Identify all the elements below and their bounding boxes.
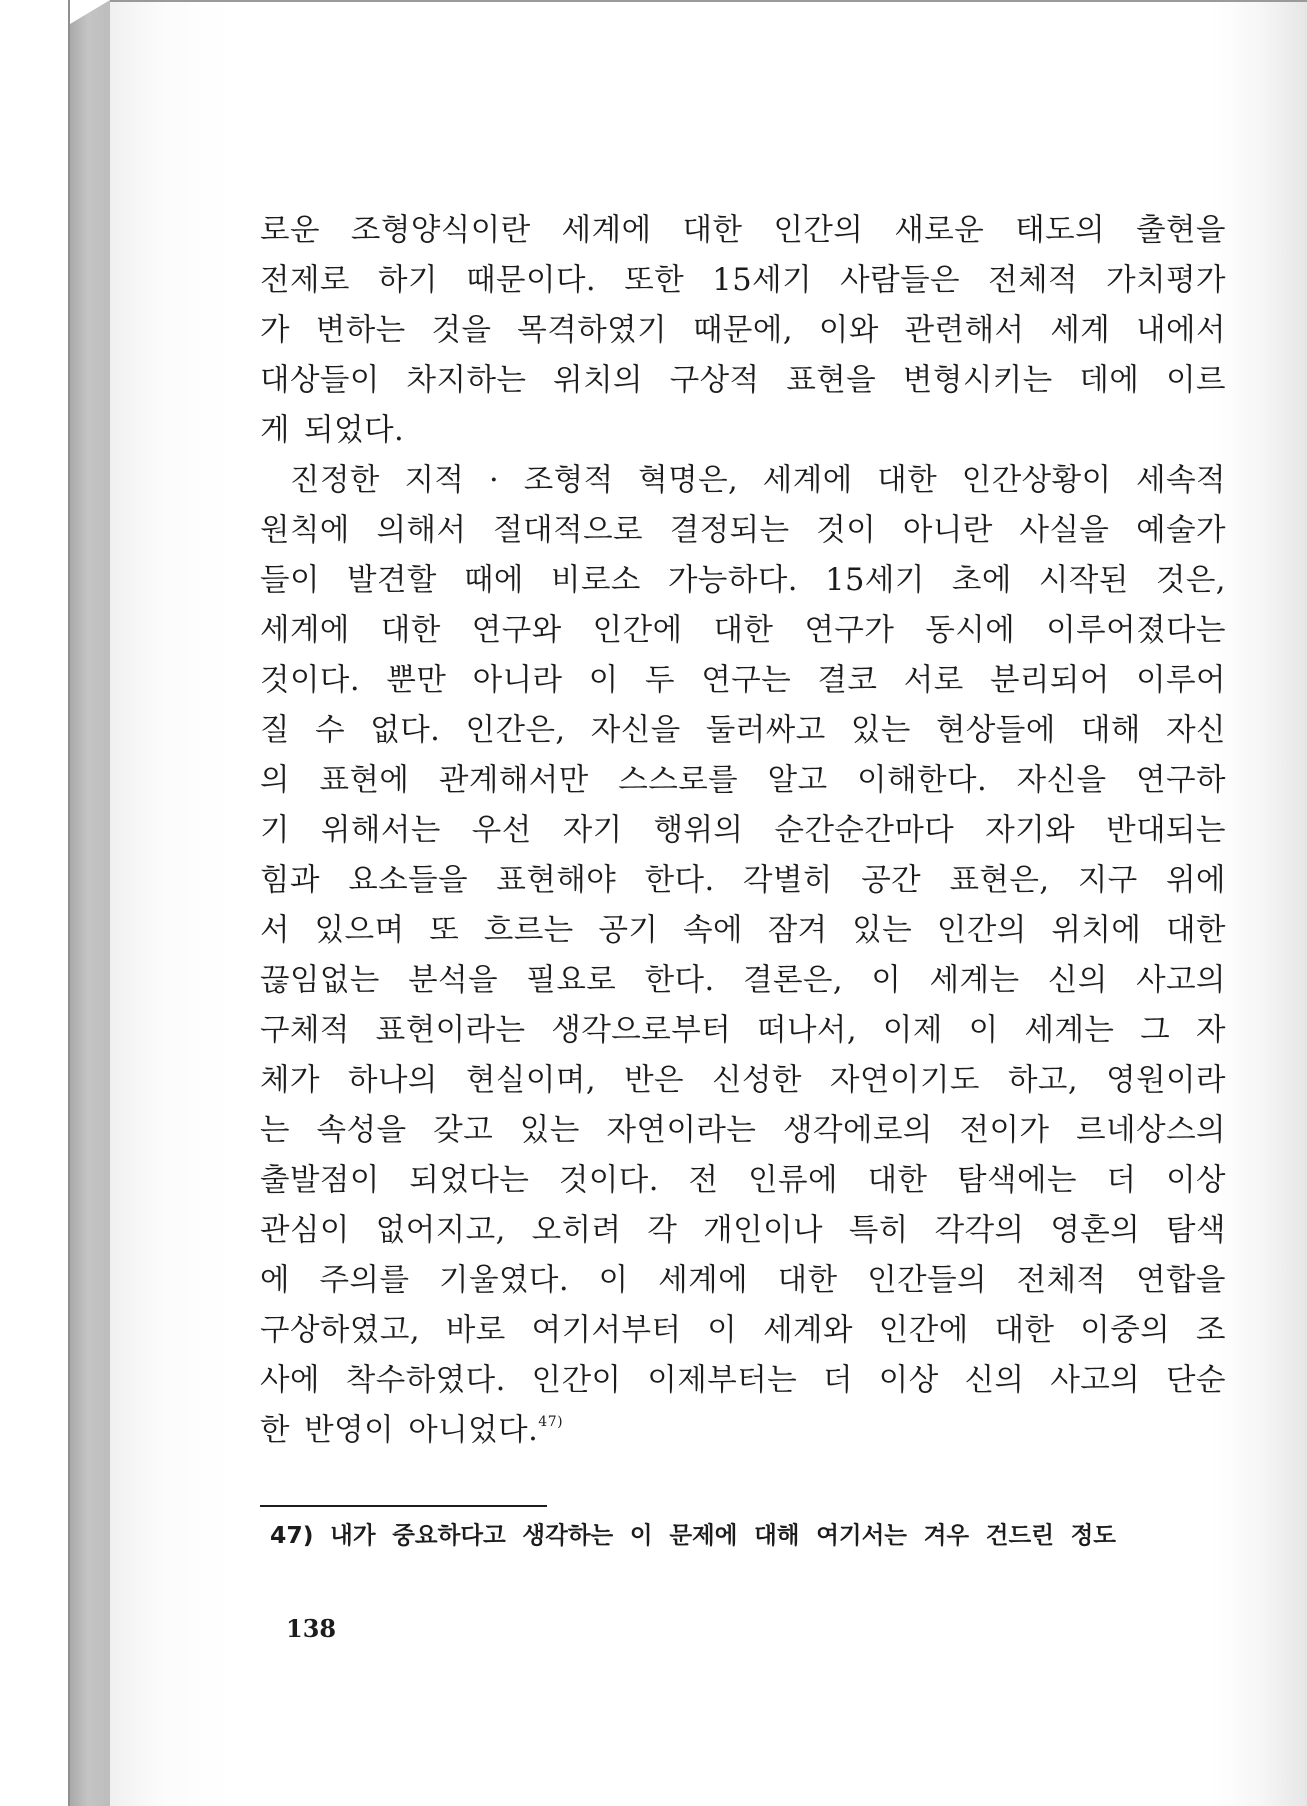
text-line: 진정한 지적 · 조형적 혁명은, 세계에 대한 인간상황이 세속적 — [290, 463, 1226, 498]
paragraph-2 — [260, 456, 1226, 1456]
text-line: 것이다. 뿐만 아니라 이 두 연구는 결코 서로 분리되어 이루어 — [260, 663, 1226, 698]
text-line: 질 수 없다. 인간은, 자신을 둘러싸고 있는 현상들에 대해 자신 — [260, 713, 1226, 748]
text-line: 기 위해서는 우선 자기 행위의 순간순간마다 자기와 반대되는 — [260, 813, 1226, 848]
page-body — [260, 206, 1226, 1456]
footnote-reference[interactable]: 47) — [538, 1414, 564, 1430]
text-line: 구상하였고, 바로 여기서부터 이 세계와 인간에 대한 이중의 조 — [260, 1313, 1226, 1348]
text-line: 원칙에 의해서 절대적으로 결정되는 것이 아니란 사실을 예술가 — [260, 513, 1226, 548]
text-line: 게 되었다. — [260, 413, 405, 448]
text-line: 로운 조형양식이란 세계에 대한 인간의 새로운 태도의 출현을 — [260, 213, 1226, 248]
text-line-content: 한 반영이 아니었다. — [260, 1413, 539, 1448]
book-spine-cap — [70, 0, 110, 24]
footnote-divider — [260, 1505, 547, 1507]
text-line: 체가 하나의 현실이며, 반은 신성한 자연이기도 하고, 영원이라 — [260, 1063, 1226, 1098]
text-line: 끊임없는 분석을 필요로 한다. 결론은, 이 세계는 신의 사고의 — [260, 963, 1226, 998]
text-line: 전제로 하기 때문이다. 또한 15세기 사람들은 전체적 가치평가 — [260, 263, 1226, 298]
text-line: 출발점이 되었다는 것이다. 전 인류에 대한 탐색에는 더 이상 — [260, 1163, 1226, 1198]
text-line: 관심이 없어지고, 오히려 각 개인이나 특히 각각의 영혼의 탐색 — [260, 1213, 1226, 1248]
text-line: 들이 발견할 때에 비로소 가능하다. 15세기 초에 시작된 것은, — [260, 563, 1226, 598]
footnote-text: 47) 내가 중요하다고 생각하는 이 문제에 대해 여기서는 겨우 건드린 정도 — [270, 1521, 1116, 1549]
text-line: 힘과 요소들을 표현해야 한다. 각별히 공간 표현은, 지구 위에 — [260, 863, 1226, 898]
text-line: 세계에 대한 연구와 인간에 대한 연구가 동시에 이루어졌다는 — [260, 613, 1226, 648]
text-line: 가 변하는 것을 목격하였기 때문에, 이와 관련해서 세계 내에서 — [260, 313, 1226, 348]
text-line: 에 주의를 기울였다. 이 세계에 대한 인간들의 전체적 연합을 — [260, 1263, 1226, 1298]
page-number: 138 — [286, 1614, 337, 1643]
text-line: 대상들이 차지하는 위치의 구상적 표현을 변형시키는 데에 이르 — [260, 363, 1226, 398]
text-line: 사에 착수하였다. 인간이 이제부터는 더 이상 신의 사고의 단순 — [260, 1363, 1226, 1398]
text-line-last — [260, 1406, 1226, 1456]
text-line: 는 속성을 갖고 있는 자연이라는 생각에로의 전이가 르네상스의 — [260, 1113, 1226, 1148]
text-line: 서 있으며 또 흐르는 공기 속에 잠겨 있는 인간의 위치에 대한 — [260, 913, 1226, 948]
text-line: 구체적 표현이라는 생각으로부터 떠나서, 이제 이 세계는 그 자 — [260, 1013, 1226, 1048]
paragraph-1 — [260, 206, 1226, 456]
text-line: 의 표현에 관계해서만 스스로를 알고 이해한다. 자신을 연구하 — [260, 763, 1226, 798]
book-spine — [70, 0, 110, 1806]
